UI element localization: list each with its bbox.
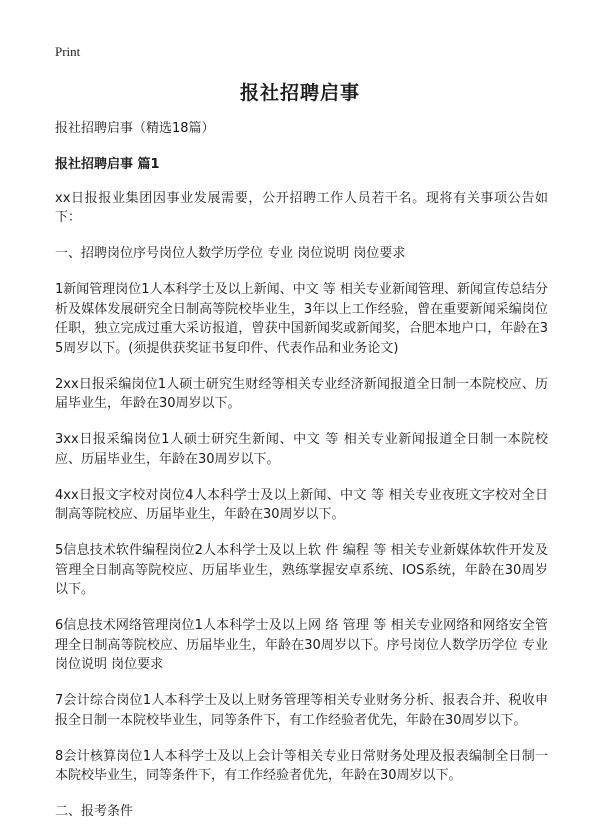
print-link[interactable]: Print <box>55 44 81 59</box>
position-paragraph: 4xx日报文字校对岗位4人本科学士及以上新闻、中文 等 相关专业夜班文字校对全日制高等院校应、历届毕业生，年龄在30周岁以下。 <box>55 487 548 522</box>
section-heading: 报社招聘启事 篇1 <box>55 157 160 172</box>
document-body <box>55 119 548 838</box>
document-subtitle: 报社招聘启事（精选18篇） <box>55 121 215 136</box>
section-two-heading: 二、报考条件 <box>55 804 134 819</box>
page-title: 报社招聘启事 <box>239 82 360 104</box>
position-paragraph: 7会计综合岗位1人本科学士及以上财务管理等相关专业财务分析、报表合并、税收申报全日制一本院校毕业生，同等条件下，有工作经验者优先，年龄在30周岁以下。 <box>55 693 548 728</box>
section-one-heading: 一、招聘岗位序号岗位人数学历学位 专业 岗位说明 岗位要求 <box>55 246 406 261</box>
intro-paragraph: xx日报报业集团因事业发展需要，公开招聘工作人员若干名。现将有关事项公告如下： <box>55 190 548 225</box>
position-paragraph: 1新闻管理岗位1人本科学士及以上新闻、中文 等 相关专业新闻管理、新闻宣传总结分析及媒体发展研究全日制高等院校毕业生，3年以上工作经验，曾在重要新闻采编岗位任职，独立完成过重大采访报道，曾获中国新闻奖或新闻奖，合肥本地户口，年龄在35周岁以下。(须提供获奖证书复印件、代表作品和业务论文) <box>55 282 548 356</box>
position-paragraph: 3xx日报采编岗位1人硕士研究生新闻、中文 等 相关专业新闻报道全日制一本院校应、历届毕业生，年龄在30周岁以下。 <box>55 432 548 467</box>
position-paragraph: 5信息技术软件编程岗位2人本科学士及以上软 件 编程 等 相关专业新媒体软件开发及管理全日制高等院校应、历届毕业生，熟练掌握安卓系统、IOS系统，年龄在30周岁以下。 <box>55 543 548 597</box>
position-paragraph: 2xx日报采编岗位1人硕士研究生财经等相关专业经济新闻报道全日制一本院校应、历届毕业生，年龄在30周岁以下。 <box>55 376 548 411</box>
position-paragraph: 8会计核算岗位1人本科学士及以上会计等相关专业日常财务处理及报表编制全日制一本院校毕业生，同等条件下，有工作经验者优先，年龄在30周岁以下。 <box>55 748 548 783</box>
position-paragraph: 6信息技术网络管理岗位1人本科学士及以上网 络 管理 等 相关专业网络和网络安全管理全日制高等院校应、历届毕业生，年龄在30周岁以下。序号岗位人数学历学位 专业 岗位说明 岗位要求 <box>55 618 548 672</box>
